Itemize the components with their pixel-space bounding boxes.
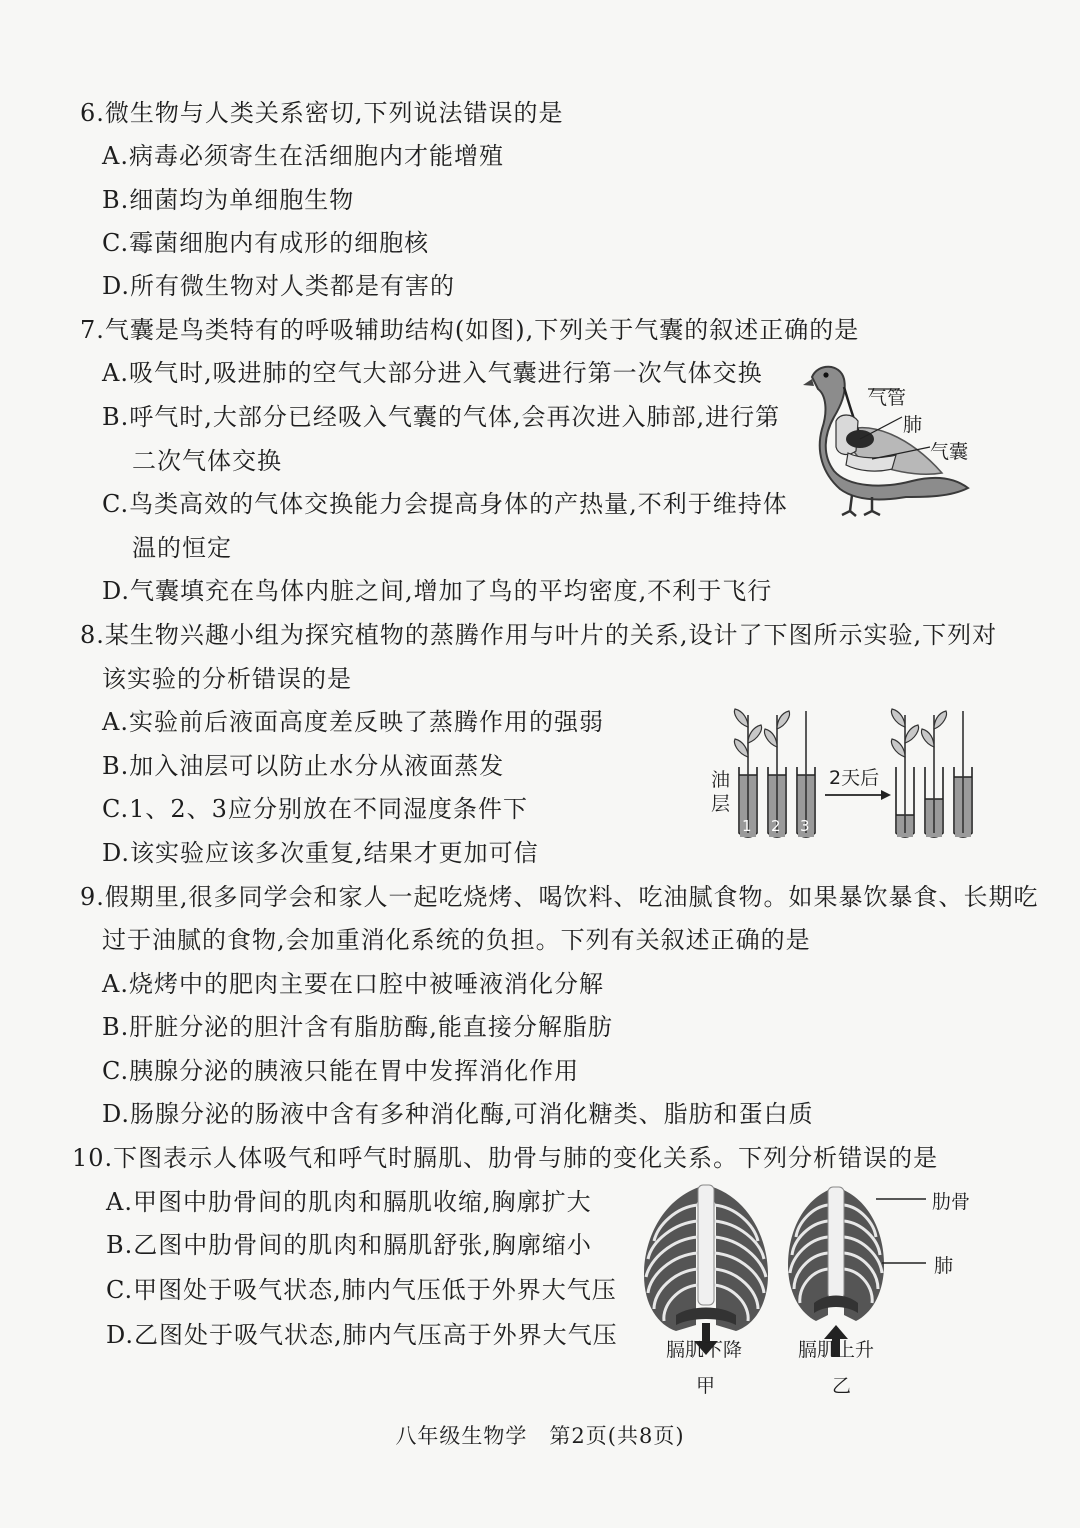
q7-option-c: C.鸟类高效的气体交换能力会提高身体的产热量,不利于维持体	[102, 490, 788, 518]
q8-option-d: D.该实验应该多次重复,结果才更加可信	[102, 839, 539, 867]
q10-option-b: B.乙图中肋骨间的肌肉和膈肌舒张,胸廓缩小	[106, 1231, 592, 1259]
q6-option-c: C.霉菌细胞内有成形的细胞核	[102, 229, 430, 257]
caption-diaphragm-up: 膈肌上升	[798, 1339, 875, 1361]
q6-stem: 6.微生物与人类关系密切,下列说法错误的是	[80, 99, 564, 127]
label-lung: 肺	[903, 414, 923, 436]
tube-number-3: 3	[800, 817, 810, 835]
label-oil-top: 油	[711, 769, 731, 791]
q7-option-d: D.气囊填充在鸟体内脏之间,增加了鸟的平均密度,不利于飞行	[102, 577, 773, 605]
q6-option-d: D.所有微生物对人类都是有害的	[102, 272, 456, 300]
label-rib: 肋骨	[932, 1191, 971, 1213]
page-footer: 八年级生物学 第2页(共8页)	[395, 1424, 685, 1448]
q6-option-a: A.病毒必须寄生在活细胞内才能增殖	[102, 142, 504, 170]
q10-option-d: D.乙图处于吸气状态,肺内气压高于外界大气压	[106, 1321, 618, 1349]
q8-option-a: A.实验前后液面高度差反映了蒸腾作用的强弱	[102, 708, 604, 736]
q9-option-b: B.肝脏分泌的胆汁含有脂肪酶,能直接分解脂肪	[102, 1013, 613, 1041]
q10-option-a: A.甲图中肋骨间的肌肉和膈肌收缩,胸廓扩大	[106, 1188, 592, 1216]
q8-stem-line1: 8.某生物兴趣小组为探究植物的蒸腾作用与叶片的关系,设计了下图所示实验,下列对	[80, 621, 998, 649]
q9-option-a: A.烧烤中的肥肉主要在口腔中被唾液消化分解	[102, 970, 604, 998]
ribcage-yi	[788, 1187, 884, 1357]
q9-stem-line1: 9.假期里,很多同学会和家人一起吃烧烤、喝饮料、吃油腻食物。如果暴饮暴食、长期吃	[80, 883, 1039, 911]
caption-yi: 乙	[832, 1375, 852, 1397]
label-lung-ribcage: 肺	[934, 1255, 954, 1277]
q8-stem-line2: 该实验的分析错误的是	[102, 665, 352, 693]
q7-option-a: A.吸气时,吸进肺的空气大部分进入气囊进行第一次气体交换	[102, 359, 763, 387]
label-trachea: 气管	[868, 387, 907, 409]
q7-stem: 7.气囊是鸟类特有的呼吸辅助结构(如图),下列关于气囊的叙述正确的是	[80, 316, 860, 344]
caption-diaphragm-down: 膈肌下降	[666, 1339, 743, 1361]
tube-number-1: 1	[742, 817, 752, 835]
q9-option-c: C.胰腺分泌的胰液只能在胃中发挥消化作用	[102, 1057, 580, 1085]
q8-option-c: C.1、2、3应分别放在不同湿度条件下	[102, 795, 528, 823]
q10-stem: 10.下图表示人体吸气和呼气时膈肌、肋骨与肺的变化关系。下列分析错误的是	[72, 1144, 939, 1172]
ribcage-figure	[636, 1175, 976, 1405]
transpiration-figure	[705, 705, 985, 845]
ribcage-jia	[644, 1185, 768, 1355]
q10-option-c: C.甲图处于吸气状态,肺内气压低于外界大气压	[106, 1276, 617, 1304]
bird-figure	[800, 355, 980, 520]
label-oil-bottom: 层	[711, 793, 731, 815]
q7-option-b-cont: 二次气体交换	[132, 447, 282, 475]
label-two-days-later: 2天后	[829, 767, 880, 789]
label-air-sac: 气囊	[930, 441, 969, 463]
q9-option-d: D.肠腺分泌的肠液中含有多种消化酶,可消化糖类、脂肪和蛋白质	[102, 1100, 814, 1128]
ribcage-illustration	[636, 1175, 976, 1405]
q6-option-b: B.细菌均为单细胞生物	[102, 186, 355, 214]
tube-number-2: 2	[771, 817, 781, 835]
q7-option-c-cont: 温的恒定	[132, 534, 232, 562]
q9-stem-line2: 过于油腻的食物,会加重消化系统的负担。下列有关叙述正确的是	[102, 926, 811, 954]
q7-option-b: B.呼气时,大部分已经吸入气囊的气体,会再次进入肺部,进行第	[102, 403, 781, 431]
q8-option-b: B.加入油层可以防止水分从液面蒸发	[102, 752, 505, 780]
caption-jia: 甲	[696, 1375, 716, 1397]
